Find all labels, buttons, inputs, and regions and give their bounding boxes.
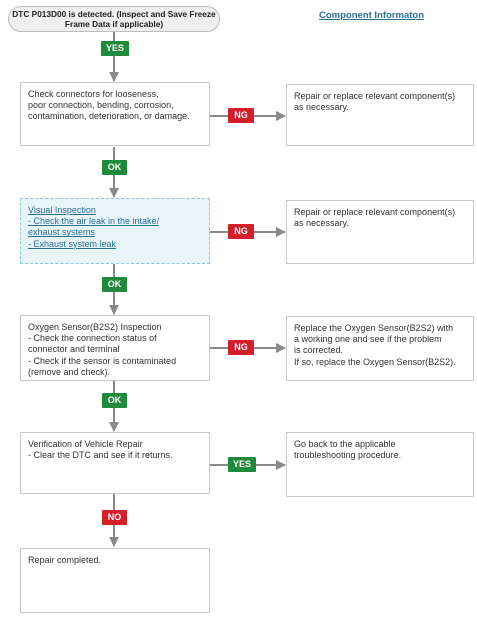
result4-line-2: troubleshooting procedure. [294, 450, 402, 461]
step-visual-inspection [20, 198, 210, 264]
start-line-1: DTC P013D00 is detected. [12, 9, 115, 19]
step-oxygen-sensor-inspection [20, 315, 210, 381]
step1-line-1: Check connectors for looseness, [28, 89, 159, 99]
result3-line-1: Replace the Oxygen Sensor(B2S2) with [294, 323, 454, 333]
ng-badge-step2: NG [228, 224, 254, 239]
ng-badge-step3: NG [228, 340, 254, 355]
step3-line-4: - Check if the sensor is contaminated [28, 355, 177, 366]
result1-line-1: Repair or replace relevant component(s) [294, 91, 456, 101]
visual-inspection-item-1-cont[interactable]: exhaust systems [28, 227, 96, 238]
step4-line-1: Verification of Vehicle Repair [28, 439, 143, 449]
step4-line-2: - Clear the DTC and see if it returns. [28, 450, 173, 461]
result2-line-2: as necessary. [294, 218, 349, 229]
step-repair-completed [20, 548, 210, 613]
component-information-link[interactable]: Component Informaton [319, 10, 425, 21]
result3-line-2: a working one and see if the problem [294, 334, 442, 345]
visual-inspection-link[interactable]: Visual Inspection [28, 205, 96, 215]
result4-line-1: Go back to the applicable [294, 439, 396, 449]
yes-badge-step4: YES [228, 457, 256, 472]
visual-inspection-item-1[interactable]: - Check the air leak in the intake/ [28, 216, 160, 227]
step3-line-2: - Check the connection status of [28, 333, 157, 344]
result3-line-3: is corrected. [294, 345, 344, 356]
step5-line-1: Repair completed. [28, 555, 102, 565]
result-repair-replace-2 [286, 200, 474, 264]
yes-badge-start: YES [101, 41, 129, 56]
ok-badge-step3: OK [102, 393, 127, 408]
ok-badge-step1: OK [102, 160, 127, 175]
result-repair-replace-1 [286, 84, 474, 146]
result-go-back [286, 432, 474, 497]
start-line-2: (Inspect and Save Freeze Frame Data if applicable) [64, 9, 216, 29]
ng-badge-step1: NG [228, 108, 254, 123]
step3-line-1: Oxygen Sensor(B2S2) Inspection [28, 322, 162, 332]
step3-line-5: (remove and check). [28, 366, 111, 377]
step1-line-3: contamination, deterioration, or damage. [28, 111, 190, 122]
step-verification [20, 432, 210, 494]
result-replace-oxygen-sensor [286, 316, 474, 381]
step3-line-3: connector and terminal [28, 344, 120, 355]
ok-badge-step2: OK [102, 277, 127, 292]
start-terminal [8, 6, 220, 32]
step1-line-2: poor connection, bending, corrosion, [28, 100, 174, 111]
result3-line-4: If so, replace the Oxygen Sensor(B2S2). [294, 356, 456, 367]
visual-inspection-item-2[interactable]: - Exhaust system leak [28, 238, 117, 249]
no-badge-step4: NO [102, 510, 127, 525]
result1-line-2: as necessary. [294, 102, 349, 113]
step-check-connectors [20, 82, 210, 146]
result2-line-1: Repair or replace relevant component(s) [294, 207, 456, 217]
